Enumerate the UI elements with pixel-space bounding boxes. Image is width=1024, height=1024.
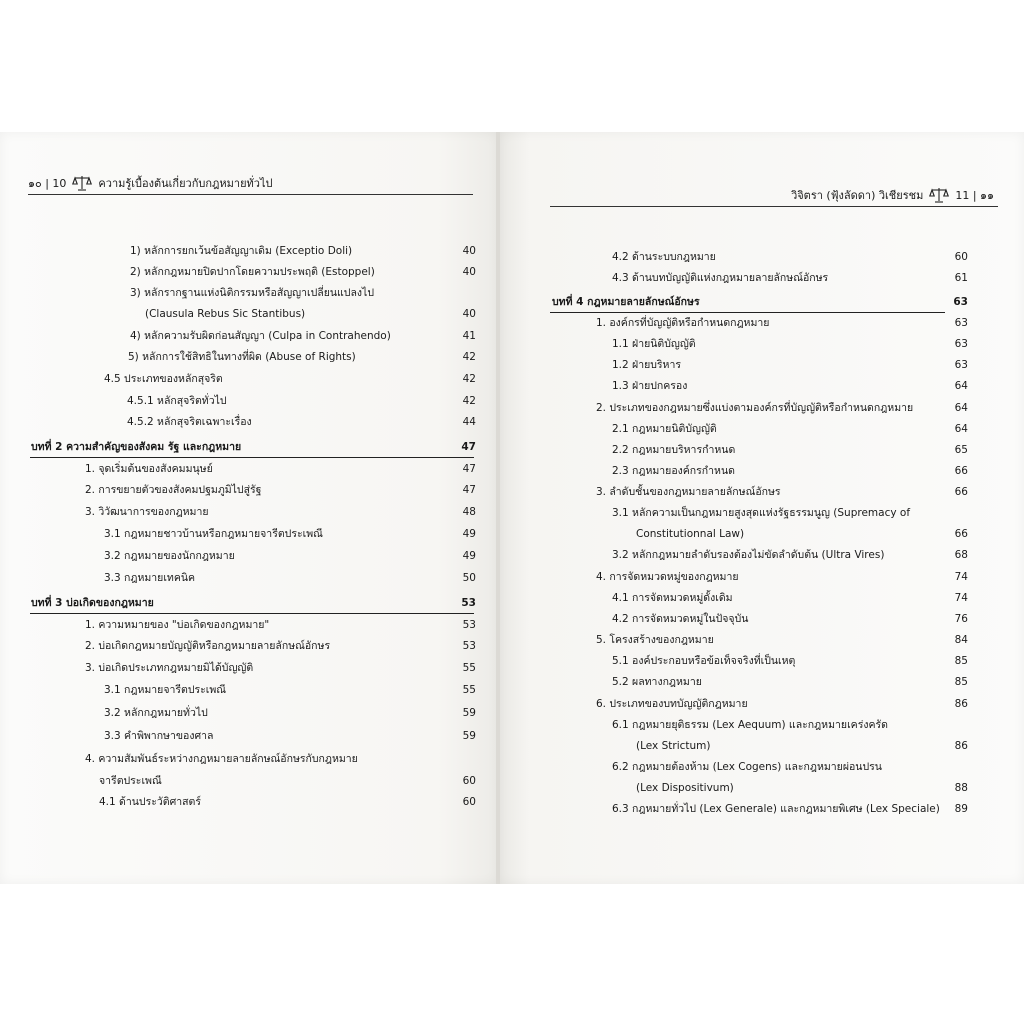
toc-entry-page: 42: [462, 395, 476, 407]
toc-entry-title: 2) หลักกฎหมายปิดปากโดยความประพฤติ (Estoppel): [130, 266, 375, 278]
toc-entry-title: 1.1 ฝ่ายนิติบัญญัติ: [612, 338, 696, 350]
toc-entry-page: 47: [462, 484, 476, 496]
toc-entry-title: 4.3 ด้านบทบัญญัติแห่งกฎหมายลายลักษณ์อักษร: [612, 272, 829, 284]
toc-entry-title: 6. ประเภทของบทบัญญัติกฎหมาย: [596, 698, 748, 710]
toc-entry-page: 64: [954, 423, 968, 435]
toc-entry-page: 66: [954, 486, 968, 498]
toc-entry-title: 2. การขยายตัวของสังคมปฐมภูมิไปสู่รัฐ: [85, 484, 262, 496]
toc-entry-page: 89: [954, 803, 968, 815]
toc-entry-page: 59: [462, 707, 476, 719]
toc-entry-title: 3.1 กฎหมายชาวบ้านหรือกฎหมายจารีตประเพณี: [104, 528, 323, 540]
toc-entry-page: 49: [462, 550, 476, 562]
toc-entry-title: 1. ความหมายของ "บ่อเกิดของกฎหมาย": [85, 619, 270, 631]
toc-entry-page: 48: [462, 506, 476, 518]
toc-entry-title: 4. ความสัมพันธ์ระหว่างกฎหมายลายลักษณ์อักษรกับกฎหมาย: [85, 753, 358, 765]
toc-entry-title: 4.5.2 หลักสุจริตเฉพาะเรื่อง: [127, 416, 252, 428]
toc-entry-page: 40: [462, 245, 476, 257]
toc-entry-page: 40: [462, 308, 476, 320]
toc-entry-title: 6.3 กฎหมายทั่วไป (Lex Generale) และกฎหมายพิเศษ (Lex Speciale): [612, 803, 940, 815]
toc-entry-page: 74: [954, 592, 968, 604]
toc-entry-title: (Clausula Rebus Sic Stantibus): [145, 308, 306, 320]
toc-entry-title: 4.5 ประเภทของหลักสุจริต: [104, 373, 223, 385]
toc-entry-title: 5.2 ผลทางกฎหมาย: [612, 676, 702, 688]
toc-entry-page: 44: [462, 416, 476, 428]
toc-entry-page: 47: [462, 463, 476, 475]
toc-entry-page: 65: [954, 444, 968, 456]
toc-entry-title: 1.2 ฝ่ายบริหาร: [612, 359, 681, 371]
toc-entry-page: 55: [462, 662, 476, 674]
toc-entry-title: บทที่ 2 ความสำคัญของสังคม รัฐ และกฎหมาย: [31, 441, 242, 453]
toc-entry-page: 76: [954, 613, 968, 625]
toc-entry-title: 1. องค์กรที่บัญญัติหรือกำหนดกฎหมาย: [596, 317, 770, 329]
toc-entry-title: 2.3 กฎหมายองค์กรกำหนด: [612, 465, 735, 477]
toc-entry-title: 3. ลำดับชั้นของกฎหมายลายลักษณ์อักษร: [596, 486, 781, 498]
toc-entry-page: 63: [954, 359, 968, 371]
toc-entry-page: 60: [462, 796, 476, 808]
left-page-header: [28, 174, 272, 192]
toc-entry-page: 47: [461, 441, 476, 453]
chapter-separator-rule: [30, 457, 474, 458]
toc-entry-title: 2.2 กฎหมายบริหารกำหนด: [612, 444, 736, 456]
toc-entry-page: 41: [462, 330, 476, 342]
left-page-title: ความรู้เบื้องต้นเกี่ยวกับกฎหมายทั่วไป: [98, 177, 273, 190]
toc-entry-title: จารีตประเพณี: [99, 775, 162, 787]
toc-entry-title: 1. จุดเริ่มต้นของสังคมมนุษย์: [85, 463, 213, 475]
toc-entry-page: 49: [462, 528, 476, 540]
right-page-number: 11 | ๑๑: [955, 189, 994, 202]
toc-entry-title: 4.5.1 หลักสุจริตทั่วไป: [127, 395, 227, 407]
chapter-separator-rule: [30, 613, 474, 614]
toc-entry-title: 5) หลักการใช้สิทธิในทางที่ผิด (Abuse of Rights): [128, 351, 356, 363]
toc-entry-title: (Lex Dispositivum): [636, 782, 734, 794]
toc-entry-page: 63: [953, 296, 968, 308]
scales-of-justice-icon: [72, 175, 92, 191]
toc-entry-page: 64: [954, 380, 968, 392]
toc-entry-title: 2. บ่อเกิดกฎหมายบัญญัติหรือกฎหมายลายลักษณ์อักษร: [85, 640, 331, 652]
toc-entry-page: 59: [462, 730, 476, 742]
toc-entry-page: 68: [954, 549, 968, 561]
toc-entry-title: 1) หลักการยกเว้นข้อสัญญาเดิม (Exceptio Doli): [130, 245, 353, 257]
toc-entry-title: 3.2 หลักกฎหมายลำดับรองต้องไม่ขัดลำดับต้น (Ultra Vires): [612, 549, 885, 561]
toc-entry-title: 3. บ่อเกิดประเภทกฎหมายมิได้บัญญัติ: [85, 662, 254, 674]
toc-entry-page: 86: [954, 698, 968, 710]
toc-entry-page: 53: [462, 640, 476, 652]
toc-entry-page: 42: [462, 351, 476, 363]
toc-entry-title: 5. โครงสร้างของกฎหมาย: [596, 634, 714, 646]
toc-entry-title: บทที่ 3 บ่อเกิดของกฎหมาย: [31, 597, 154, 609]
toc-entry-page: 63: [954, 317, 968, 329]
toc-entry-title: 3. วิวัฒนาการของกฎหมาย: [85, 506, 209, 518]
toc-entry-title: 2.1 กฎหมายนิติบัญญัติ: [612, 423, 717, 435]
book-gutter: [496, 132, 500, 884]
toc-entry-page: 84: [954, 634, 968, 646]
toc-entry-page: 61: [954, 272, 968, 284]
toc-entry-page: 88: [954, 782, 968, 794]
left-header-rule: [28, 194, 473, 195]
toc-entry-page: 86: [954, 740, 968, 752]
toc-entry-title: 4. การจัดหมวดหมู่ของกฎหมาย: [596, 571, 739, 583]
toc-entry-title: 3.1 หลักความเป็นกฎหมายสูงสุดแห่งรัฐธรรมนูญ (Supremacy of: [612, 507, 911, 519]
toc-entry-title: 4.1 ด้านประวัติศาสตร์: [99, 796, 202, 808]
toc-entry-page: 64: [954, 402, 968, 414]
toc-entry-title: 6.2 กฎหมายต้องห้าม (Lex Cogens) และกฎหมายผ่อนปรน: [612, 761, 882, 773]
toc-entry-title: 4.2 ด้านระบบกฎหมาย: [612, 251, 716, 263]
toc-entry-title: 1.3 ฝ่ายปกครอง: [612, 380, 688, 392]
toc-entry-title: (Lex Strictum): [636, 740, 711, 752]
toc-entry-page: 55: [462, 684, 476, 696]
toc-entry-title: บทที่ 4 กฎหมายลายลักษณ์อักษร: [552, 296, 700, 308]
toc-entry-title: 3.2 หลักกฎหมายทั่วไป: [104, 707, 208, 719]
toc-entry-title: 4.1 การจัดหมวดหมู่ดั้งเดิม: [612, 592, 733, 604]
toc-entry-title: 4.2 การจัดหมวดหมู่ในปัจจุบัน: [612, 613, 749, 625]
toc-entry-page: 50: [462, 572, 476, 584]
toc-entry-title: Constitutionnal Law): [636, 528, 745, 540]
scales-of-justice-icon: [929, 187, 949, 203]
toc-entry-title: 5.1 องค์ประกอบหรือข้อเท็จจริงที่เป็นเหตุ: [612, 655, 796, 667]
toc-entry-page: 60: [954, 251, 968, 263]
right-page-header: [791, 186, 994, 204]
toc-entry-title: 2. ประเภทของกฎหมายซึ่งแบ่งตามองค์กรที่บัญญัติหรือกำหนดกฎหมาย: [596, 402, 914, 414]
toc-entry-page: 66: [954, 465, 968, 477]
toc-entry-title: 3.3 คำพิพากษาของศาล: [104, 730, 214, 742]
toc-entry-page: 85: [954, 655, 968, 667]
toc-entry-page: 53: [462, 619, 476, 631]
toc-entry-title: 6.1 กฎหมายยุติธรรม (Lex Aequum) และกฎหมายเคร่งครัด: [612, 719, 888, 731]
toc-entry-page: 40: [462, 266, 476, 278]
toc-entry-title: 3.3 กฎหมายเทคนิค: [104, 572, 196, 584]
toc-entry-page: 74: [954, 571, 968, 583]
left-page-number: ๑๐ | 10: [28, 177, 67, 190]
right-header-rule: [550, 206, 998, 207]
toc-entry-title: 3) หลักรากฐานแห่งนิติกรรมหรือสัญญาเปลี่ยนแปลงไป: [130, 287, 374, 299]
toc-entry-title: 4) หลักความรับผิดก่อนสัญญา (Culpa in Contrahendo): [130, 330, 391, 342]
toc-entry-title: 3.1 กฎหมายจารีตประเพณี: [104, 684, 227, 696]
toc-entry-title: 3.2 กฎหมายของนักกฎหมาย: [104, 550, 235, 562]
right-page-title: วิจิตรา (ฟุ้งลัดดา) วิเชียรชม: [791, 189, 924, 202]
toc-entry-page: 63: [954, 338, 968, 350]
toc-entry-page: 60: [462, 775, 476, 787]
toc-entry-page: 85: [954, 676, 968, 688]
toc-entry-page: 66: [954, 528, 968, 540]
chapter-separator-rule: [550, 312, 945, 313]
toc-entry-page: 42: [462, 373, 476, 385]
toc-entry-page: 53: [461, 597, 476, 609]
